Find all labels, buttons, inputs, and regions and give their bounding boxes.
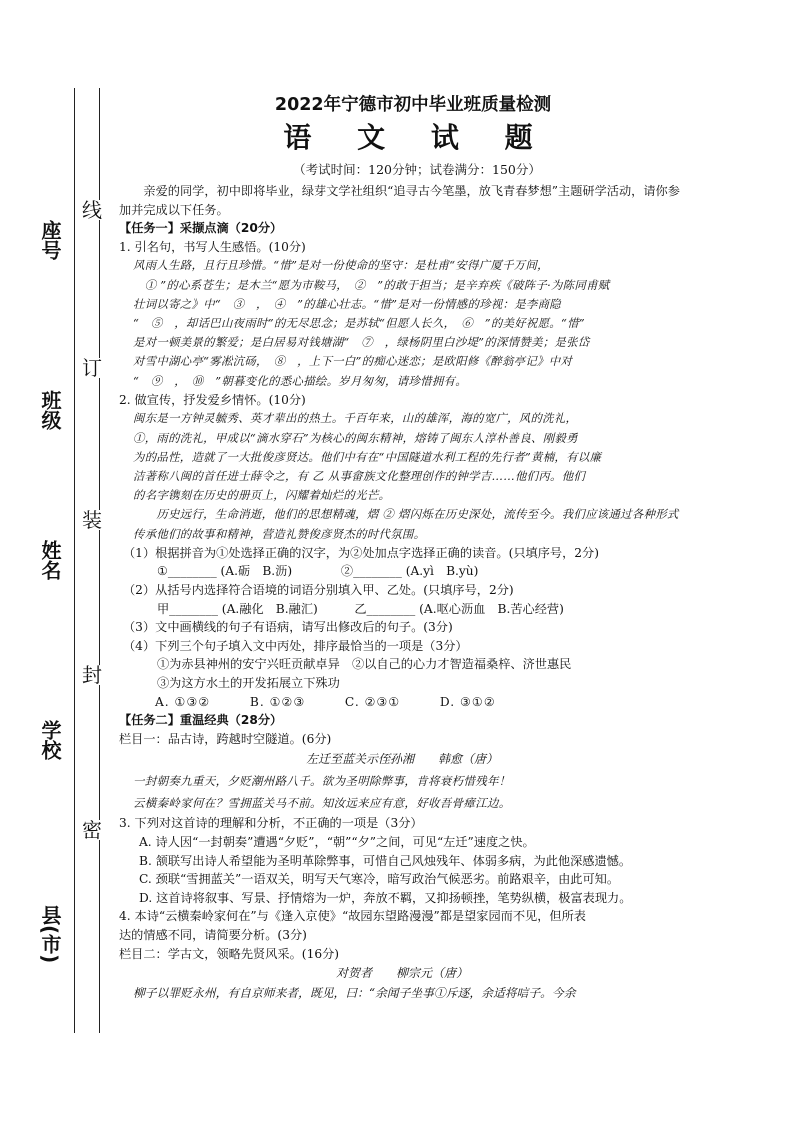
- q1-passage: [119, 256, 685, 390]
- q2-sub-4: （4）下列三个句子填入文中丙处，排序最恰当的一项是（3分）: [123, 638, 468, 653]
- cut-line-char-zhuang: 装: [82, 508, 102, 532]
- binding-margin: [0, 0, 110, 1123]
- q3-choice-d: D. 这首诗将叙事、写景、抒情熔为一炉，奔放不羁，又抑扬顿挫，笔势纵横，极富表现力。: [139, 890, 632, 905]
- exam-info: （考试时间：120分钟；试卷满分：150分）: [293, 162, 541, 177]
- question-4-cont: 达的情感不同，请简要分析。(3分): [119, 927, 307, 942]
- seat-number-label: 座号: [38, 220, 62, 260]
- cut-line-char-ding: 订: [82, 356, 102, 380]
- passage-line: 闽东是一方钟灵毓秀、英才辈出的热土。千百年来，山的雄浑，海的宽广，风的洗礼，: [133, 411, 578, 426]
- passage-line: ① ”的心系苍生；是木兰“愿为市鞍马， ② ”的敢于担当；是辛弃疾《破阵子·为陈同甫赋: [133, 277, 610, 292]
- cut-line-char-mi: 密: [82, 818, 102, 842]
- task2-heading: 【任务二】重温经典（28分）: [119, 713, 283, 728]
- binding-line-inner: [99, 88, 100, 1033]
- passage-line: 洁著称八闽的首任进士薛令之，有 乙 从事畲族文化整理创作的钟学吉……他们丙。他们: [133, 469, 586, 483]
- question-2: 2. 做宣传，抒发爱乡情怀。(10分): [119, 392, 306, 407]
- question-1: 1. 引名句，书写人生感悟。(10分): [119, 239, 306, 254]
- passage-line: “ ⑤ ，却话巴山夜雨时”的无尽思念；是苏轼“但愿人长久， ⑥ ”的美好祝愿。“惜”: [133, 315, 585, 330]
- poem-title: 左迁至蓝关示侄孙湘 韩愈（唐）: [305, 752, 498, 767]
- q2-sub-2: （2）从括号内选择符合语境的词语分别填入甲、乙处。(只填序号，2分): [123, 583, 514, 597]
- q2-sub-1: （1）根据拼音为①处选择正确的汉字，为②处加点字选择正确的读音。(只填序号，2分): [123, 545, 599, 560]
- subject-title: 语 文 试 题: [283, 121, 551, 154]
- passage-line: 风雨人生路，且行且珍惜。“惜”是对一份使命的坚守：是杜甫“安得广厦千万间，: [133, 258, 549, 273]
- q3-choice-b: B. 颔联写出诗人希望能为圣明革除弊事，可惜自己风烛残年、体弱多病，为此他深感遗憾。: [139, 853, 632, 868]
- passage-line: 壮词以寄之》中“ ③ ， ④ ”的雄心壮志。“惜”是对一份情感的珍视：是李商隐: [133, 296, 561, 311]
- exam-title: 2022年宁德市初中毕业班质量检测: [274, 95, 552, 115]
- passage-line: 为的品性，造就了一大批俊彦贤达。他们中有在“中国隧道水利工程的先行者”黄楠，有以廉: [133, 449, 602, 464]
- q2-sub-4-sentences: ①为赤县神州的安宁兴旺贡献卓异 ②以自己的心力才智造福桑梓、济世惠民: [157, 657, 572, 672]
- passage-line: 的名字镌刻在历史的册页上，闪耀着灿烂的光芒。: [133, 488, 391, 503]
- q2-sub-2-options: 甲________ (A.融化 B.融汇) 乙________ (A.呕心沥血 B.苦心经营): [157, 601, 564, 616]
- task1-heading: 【任务一】采撷点滴（20分）: [119, 221, 283, 236]
- passage-line: ①，雨的洗礼，甲成以“滴水穿石”为核心的闽东精神，熔铸了闽东人淳朴善良、刚毅勇: [133, 430, 578, 445]
- cut-line-char-feng: 封: [82, 663, 102, 687]
- article-title: 对贺者 柳宗元（唐）: [335, 966, 468, 981]
- q2-sub-1-options: ①________ (A.砺 B.沥) ②________ (A.yì B.yù): [157, 564, 479, 579]
- passage-line: “ ⑨ ， ⑩ ”朝暮变化的悉心描绘。岁月匆匆，请珍惜拥有。: [133, 373, 467, 388]
- cut-line-char-xian: 线: [82, 198, 102, 222]
- q2-sub-4-sentence-3: ③为这方水土的开发拓展立下殊功: [157, 675, 340, 690]
- question-4: 4. 本诗“云横秦岭家何在”与《逢入京使》“故园东望路漫漫”都是望家园而不见，但所表: [119, 909, 586, 924]
- name-label: 姓名: [38, 540, 62, 580]
- column-1-title: 栏目一：品古诗，跨越时空隧道。(6分): [119, 731, 332, 746]
- passage-line: 对雪中湖心亭“雾凇沆砀， ⑧ ，上下一白”的痴心迷恋；是欧阳修《醉翁亭记》中对: [133, 354, 573, 369]
- exam-content: [119, 92, 685, 1003]
- school-label: 学校: [38, 720, 62, 760]
- article-line: 柳子以罪贬永州，有自京师来者，既见，曰：“余闻子坐事①斥逐，余适将唁子。今余: [133, 986, 576, 1001]
- q3-choice-c: C. 颈联“雪拥蓝关”一语双关，明写天气寒冷，暗写政治气候恶劣。前路艰辛，由此可知。: [139, 872, 620, 887]
- q3-choice-a: A. 诗人因“一封朝奏”遭遇“夕贬”，“朝”“夕”之间，可见“左迁”速度之快。: [139, 834, 535, 849]
- binding-line-outer: [74, 88, 75, 1033]
- q2-sub-4-choices: A. ①③② B. ①②③ C. ②③① D. ③①②: [155, 694, 496, 709]
- intro-paragraph: 亲爱的同学，初中即将毕业，绿芽文学社组织“追寻古今笔墨，放飞青春梦想”主题研学活动，请你参加并完成以下任务。: [119, 184, 680, 217]
- question-3: 3. 下列对这首诗的理解和分析，不正确的一项是（3分）: [119, 816, 423, 831]
- q2-passage: [119, 409, 685, 543]
- poem-line: 一封朝奏九重天，夕贬潮州路八千。欲为圣明除弊事，肯将衰朽惜残年！: [133, 774, 511, 789]
- passage-line: 是对一顿美景的繁爱；是白居易对钱塘湖“ ⑦ ，绿杨阴里白沙堤”的深情赞美；是张岱: [133, 335, 590, 350]
- column-2-title: 栏目二：学古文，领略先贤风采。(16分): [119, 946, 340, 961]
- class-label: 班级: [38, 390, 62, 430]
- county-label: 县(市): [38, 905, 62, 964]
- poem-line: 云横秦岭家何在？雪拥蓝关马不前。知汝远来应有意，好收吾骨瘴江边。: [133, 796, 511, 811]
- passage-line: 历史远行，生命消逝，他们的思想精魂，熠 ② 熠闪烁在历史深处，流传至今。我们应该通过各种形式传承他们的故事和精神，营造礼赞俊彦贤杰的时代氛围。: [133, 507, 679, 541]
- q2-sub-3: （3）文中画横线的句子有语病，请写出修改后的句子。(3分): [123, 620, 453, 635]
